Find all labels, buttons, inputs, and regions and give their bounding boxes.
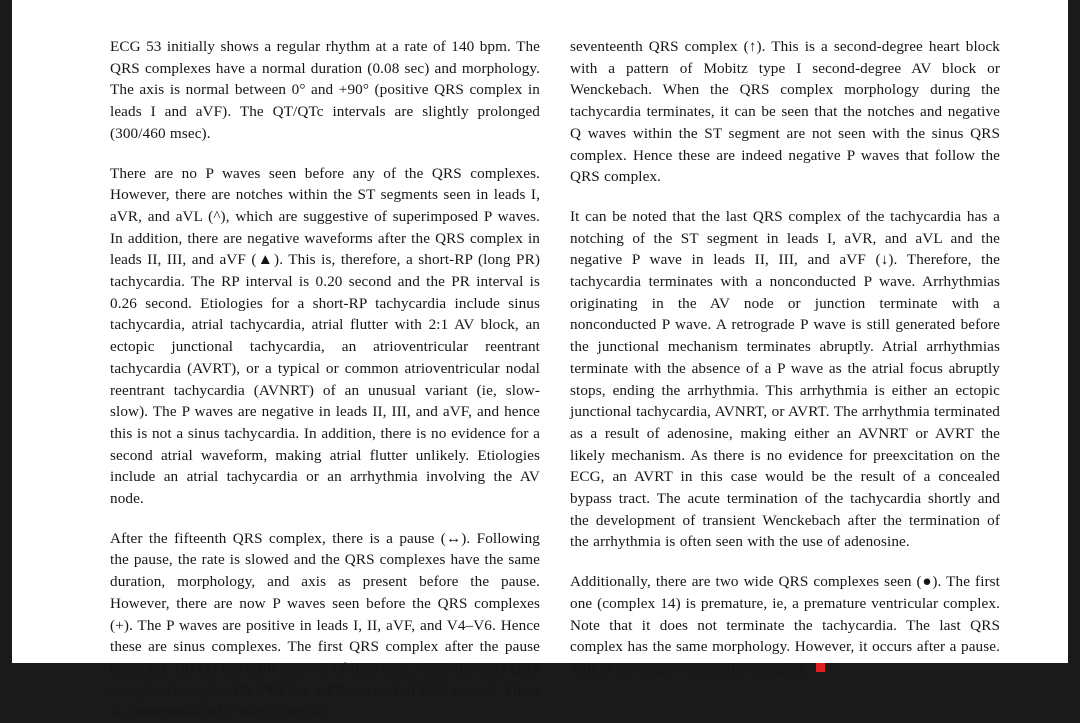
paragraph: ECG 53 initially shows a regular rhythm at a rate of 140 bpm. The QRS complexes have a normal duration (0.08 sec) and morphology. The axis is normal between 0° and +90° (positive QRS complex in leads I and aVF). The QT/QTc intervals are slightly prolonged (300/460 msec). [110,38,540,142]
paragraph: It can be noted that the last QRS complex of the tachycardia has a notching of the ST segment in leads I, aVR, and aVL and the negative P wave in leads II, III, and aVF (↓). Therefore, the tachycardia terminates with a nonconducted P wave. Arrhythmias originating in the AV node or junction terminate with a nonconducted P wave. A retrograde P wave is still generated before the junctional mechanism terminates abruptly. Atrial arrhythmias terminate with the absence of a P wave as the atrial focus abruptly stops, ending the arrhythmia. This arrhythmia is either an ectopic junctional tachycardia, AVNRT, or AVRT. The arrhythmia terminated as a result of adenosine, making either an AVNRT or AVRT the likely mechanism. As there is no evidence for preexcitation on the ECG, an AVRT in this case would be the result of a concealed bypass tract. The acute termination of the tachycardia shortly and the development of transient Wenckebach after the termination of the arrhythmia is often seen with the use of adenosine. [570,207,1000,551]
paragraph-with-end-marker [570,571,1000,680]
section-end-marker-icon [816,663,825,672]
paragraph: There are no P waves seen before any of the QRS complexes. However, there are notches within the ST segments seen in leads I, aVR, and aVL (^), which are suggestive of superimposed P waves. In addition, there are negative waveforms after the QRS complex in leads II, III, and aVF (▲). This is, therefore, a short-RP (long PR) tachycardia. The RP interval is 0.20 second and the PR interval is 0.26 second. Etiologies for a short-RP tachycardia include sinus tachycardia, atrial tachycardia, atrial flutter with 2:1 AV block, an ectopic junctional tachycardia, an atrioventricular reentrant tachycardia (AVRT), or a typical or common atrioventricular nodal reentrant tachycardia (AVNRT) of an unusual variant (ie, slow-slow). The P waves are negative in leads II, III, and aVF, and hence this is not a sinus tachycardia. In addition, there is no evidence for a second atrial waveform, making atrial flutter unlikely. Etiologies include an atrial tachycardia or an arrhythmia involving the AV node. [110,164,540,508]
left-column [110,36,540,721]
paragraph: After the fifteenth QRS complex, there is a pause (↔). Following the pause, the rate is slowed and the QRS complexes have the same duration, morphology, and axis as present before the pause. However, there are now P waves seen before the QRS complexes (+). The P waves are positive in leads I, II, aVF, and V4–V6. Hence these are sinus complexes. The first QRS complex after the pause (complex 16) (*) has a PR interval of 0.20 sec), while the next QRS complex (complex 17) (▼) has a PR interval of 0.32 second. There is a nonconducted P wave after the [110,529,540,721]
document-page [12,0,1068,721]
paragraph-text: Additionally, there are two wide QRS complexes seen (●). The first one (complex 14) is premature, ie, a premature ventricular complex. Note that it does not terminate the tachycardia. The last QRS complex has the same morphology. However, it occurs after a pause. This is an escape ventricular complex. [570,573,1000,677]
paragraph: seventeenth QRS complex (↑). This is a second-degree heart block with a pattern of Mobitz type I second-degree AV block or Wenckebach. When the QRS complex morphology during the tachycardia terminates, it can be seen that the notches and negative Q waves within the ST segment are not seen with the sinus QRS complex. Hence these are indeed negative P waves that follow the QRS complex. [570,38,1000,186]
two-column-body [12,0,1068,721]
right-column [570,36,1000,677]
